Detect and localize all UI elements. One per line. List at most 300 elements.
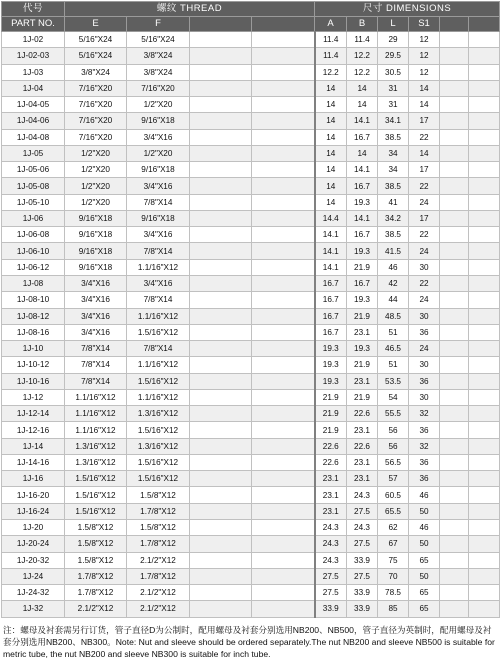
blank-cell xyxy=(252,275,315,291)
blank-cell xyxy=(190,519,252,535)
thread-f-cell: 1.3/16"X12 xyxy=(127,406,190,422)
dim-s1-cell: 36 xyxy=(409,324,440,340)
dim-s1-cell: 50 xyxy=(409,503,440,519)
dim-s1-cell: 12 xyxy=(409,32,440,48)
dim-b-cell: 27.5 xyxy=(347,536,378,552)
blank-cell xyxy=(469,471,500,487)
col-header-blank xyxy=(469,17,500,32)
dim-b-cell: 14 xyxy=(347,80,378,96)
blank-cell xyxy=(440,210,469,226)
blank-cell xyxy=(252,80,315,96)
thread-e-cell: 3/4"X16 xyxy=(65,308,127,324)
dim-l-cell: 38.5 xyxy=(378,227,409,243)
blank-cell xyxy=(190,162,252,178)
blank-cell xyxy=(190,341,252,357)
part-no-cell: 1J-14-16 xyxy=(2,454,65,470)
dim-b-cell: 23.1 xyxy=(347,471,378,487)
blank-cell xyxy=(190,373,252,389)
table-row xyxy=(2,275,500,291)
blank-cell xyxy=(190,406,252,422)
blank-cell xyxy=(469,243,500,259)
dim-b-cell: 23.1 xyxy=(347,373,378,389)
dim-l-cell: 34 xyxy=(378,145,409,161)
thread-e-cell: 7/16"X20 xyxy=(65,97,127,113)
col-header-s1: S1 xyxy=(409,17,440,32)
dim-a-cell: 27.5 xyxy=(315,568,347,584)
col-header-l: L xyxy=(378,17,409,32)
blank-cell xyxy=(469,227,500,243)
dim-b-cell: 16.7 xyxy=(347,178,378,194)
blank-cell xyxy=(252,194,315,210)
blank-cell xyxy=(469,454,500,470)
thread-header: 螺纹 THREAD xyxy=(65,2,315,17)
blank-cell xyxy=(469,406,500,422)
table-row xyxy=(2,129,500,145)
thread-f-cell: 3/8"X24 xyxy=(127,64,190,80)
part-no-cell: 1J-05-10 xyxy=(2,194,65,210)
blank-cell xyxy=(190,178,252,194)
table-row xyxy=(2,536,500,552)
blank-cell xyxy=(190,243,252,259)
dim-s1-cell: 32 xyxy=(409,406,440,422)
dim-s1-cell: 46 xyxy=(409,487,440,503)
dim-a-cell: 12.2 xyxy=(315,64,347,80)
blank-cell xyxy=(440,97,469,113)
blank-cell xyxy=(190,210,252,226)
thread-e-cell: 1/2"X20 xyxy=(65,145,127,161)
thread-e-cell: 1.1/16"X12 xyxy=(65,422,127,438)
blank-cell xyxy=(252,454,315,470)
table-row xyxy=(2,341,500,357)
dim-s1-cell: 12 xyxy=(409,48,440,64)
dim-b-cell: 27.5 xyxy=(347,568,378,584)
dim-s1-cell: 50 xyxy=(409,568,440,584)
thread-e-cell: 3/4"X16 xyxy=(65,275,127,291)
thread-e-cell: 7/8"X14 xyxy=(65,373,127,389)
dim-a-cell: 14 xyxy=(315,194,347,210)
blank-cell xyxy=(252,422,315,438)
blank-cell xyxy=(190,32,252,48)
blank-cell xyxy=(440,601,469,617)
dim-b-cell: 24.3 xyxy=(347,519,378,535)
dim-a-cell: 19.3 xyxy=(315,357,347,373)
blank-cell xyxy=(440,64,469,80)
thread-f-cell: 1/2"X20 xyxy=(127,145,190,161)
thread-f-cell: 9/16"X18 xyxy=(127,210,190,226)
part-no-cell: 1J-32 xyxy=(2,601,65,617)
blank-cell xyxy=(469,194,500,210)
blank-cell xyxy=(469,536,500,552)
thread-f-cell: 7/8"X14 xyxy=(127,243,190,259)
dim-a-cell: 23.1 xyxy=(315,487,347,503)
table-row xyxy=(2,227,500,243)
thread-e-cell: 7/8"X14 xyxy=(65,341,127,357)
dim-s1-cell: 36 xyxy=(409,422,440,438)
thread-e-cell: 1/2"X20 xyxy=(65,194,127,210)
col-header-a: A xyxy=(315,17,347,32)
table-row xyxy=(2,487,500,503)
thread-f-cell: 1.5/16"X12 xyxy=(127,373,190,389)
table-body xyxy=(2,32,500,618)
thread-e-cell: 1.7/8"X12 xyxy=(65,568,127,584)
blank-cell xyxy=(469,162,500,178)
dim-b-cell: 19.3 xyxy=(347,292,378,308)
table-row xyxy=(2,568,500,584)
dim-l-cell: 75 xyxy=(378,552,409,568)
dim-b-cell: 14 xyxy=(347,145,378,161)
table-row xyxy=(2,519,500,535)
thread-f-cell: 5/16"X24 xyxy=(127,32,190,48)
blank-cell xyxy=(190,275,252,291)
blank-cell xyxy=(190,471,252,487)
blank-cell xyxy=(469,422,500,438)
dim-b-cell: 19.3 xyxy=(347,341,378,357)
table-row xyxy=(2,552,500,568)
dim-s1-cell: 14 xyxy=(409,97,440,113)
blank-cell xyxy=(440,552,469,568)
thread-f-cell: 3/8"X24 xyxy=(127,48,190,64)
dim-s1-cell: 65 xyxy=(409,601,440,617)
dim-s1-cell: 22 xyxy=(409,178,440,194)
dim-a-cell: 14 xyxy=(315,113,347,129)
table-row xyxy=(2,471,500,487)
dim-b-cell: 21.9 xyxy=(347,389,378,405)
dim-a-cell: 16.7 xyxy=(315,292,347,308)
part-no-cell: 1J-16-20 xyxy=(2,487,65,503)
blank-cell xyxy=(252,536,315,552)
blank-cell xyxy=(440,568,469,584)
part-no-cell: 1J-06-10 xyxy=(2,243,65,259)
thread-f-cell: 1.5/16"X12 xyxy=(127,454,190,470)
dim-l-cell: 51 xyxy=(378,324,409,340)
dim-l-cell: 38.5 xyxy=(378,178,409,194)
dim-s1-cell: 24 xyxy=(409,292,440,308)
dim-s1-cell: 17 xyxy=(409,210,440,226)
part-no-cell: 1J-04-08 xyxy=(2,129,65,145)
part-no-cell: 1J-05-08 xyxy=(2,178,65,194)
blank-cell xyxy=(190,292,252,308)
dim-a-cell: 21.9 xyxy=(315,422,347,438)
dim-b-cell: 14.1 xyxy=(347,210,378,226)
blank-cell xyxy=(252,568,315,584)
dim-b-cell: 12.2 xyxy=(347,48,378,64)
blank-cell xyxy=(252,471,315,487)
blank-cell xyxy=(252,389,315,405)
thread-f-cell: 1.1/16"X12 xyxy=(127,308,190,324)
table-row xyxy=(2,48,500,64)
table-row xyxy=(2,259,500,275)
blank-cell xyxy=(469,438,500,454)
dim-l-cell: 46 xyxy=(378,259,409,275)
dim-a-cell: 19.3 xyxy=(315,341,347,357)
dim-s1-cell: 36 xyxy=(409,373,440,389)
dim-l-cell: 62 xyxy=(378,519,409,535)
thread-f-cell: 1.5/16"X12 xyxy=(127,422,190,438)
table-row xyxy=(2,210,500,226)
dim-l-cell: 31 xyxy=(378,80,409,96)
blank-cell xyxy=(252,113,315,129)
blank-cell xyxy=(440,292,469,308)
dim-l-cell: 34 xyxy=(378,162,409,178)
thread-f-cell: 1.7/8"X12 xyxy=(127,568,190,584)
dim-a-cell: 14 xyxy=(315,129,347,145)
blank-cell xyxy=(440,162,469,178)
dim-b-cell: 33.9 xyxy=(347,585,378,601)
blank-cell xyxy=(190,552,252,568)
dim-b-cell: 16.7 xyxy=(347,129,378,145)
dim-s1-cell: 32 xyxy=(409,438,440,454)
thread-e-cell: 1.3/16"X12 xyxy=(65,438,127,454)
dim-b-cell: 16.7 xyxy=(347,227,378,243)
dim-s1-cell: 65 xyxy=(409,552,440,568)
blank-cell xyxy=(252,145,315,161)
part-no-cell: 1J-08-16 xyxy=(2,324,65,340)
blank-cell xyxy=(190,48,252,64)
dim-l-cell: 44 xyxy=(378,292,409,308)
col-header-e: E xyxy=(65,17,127,32)
dim-b-cell: 23.1 xyxy=(347,422,378,438)
blank-cell xyxy=(190,503,252,519)
blank-cell xyxy=(440,406,469,422)
thread-f-cell: 2.1/2"X12 xyxy=(127,552,190,568)
blank-cell xyxy=(190,259,252,275)
table-row xyxy=(2,454,500,470)
blank-cell xyxy=(469,552,500,568)
dim-a-cell: 24.3 xyxy=(315,552,347,568)
blank-cell xyxy=(469,341,500,357)
table-row xyxy=(2,64,500,80)
blank-cell xyxy=(190,422,252,438)
dim-b-cell: 21.9 xyxy=(347,259,378,275)
part-no-cell: 1J-06-08 xyxy=(2,227,65,243)
dim-a-cell: 16.7 xyxy=(315,308,347,324)
part-no-cell: 1J-12-16 xyxy=(2,422,65,438)
thread-e-cell: 3/8"X24 xyxy=(65,64,127,80)
thread-f-cell: 2.1/2"X12 xyxy=(127,585,190,601)
blank-cell xyxy=(252,438,315,454)
dim-s1-cell: 30 xyxy=(409,308,440,324)
blank-cell xyxy=(252,308,315,324)
part-no-cell: 1J-04 xyxy=(2,80,65,96)
table-row xyxy=(2,97,500,113)
blank-cell xyxy=(252,357,315,373)
part-no-cell: 1J-12-14 xyxy=(2,406,65,422)
table-row xyxy=(2,357,500,373)
dim-s1-cell: 36 xyxy=(409,454,440,470)
blank-cell xyxy=(469,601,500,617)
thread-f-cell: 7/8"X14 xyxy=(127,341,190,357)
dim-a-cell: 23.1 xyxy=(315,503,347,519)
thread-f-cell: 1.1/16"X12 xyxy=(127,389,190,405)
dim-b-cell: 23.1 xyxy=(347,324,378,340)
dim-l-cell: 56 xyxy=(378,422,409,438)
part-no-cell: 1J-02-03 xyxy=(2,48,65,64)
table-row xyxy=(2,243,500,259)
thread-e-cell: 1/2"X20 xyxy=(65,162,127,178)
thread-e-cell: 1.3/16"X12 xyxy=(65,454,127,470)
dim-a-cell: 23.1 xyxy=(315,471,347,487)
table-row xyxy=(2,373,500,389)
table-row xyxy=(2,601,500,617)
dim-l-cell: 30.5 xyxy=(378,64,409,80)
blank-cell xyxy=(252,227,315,243)
dim-a-cell: 21.9 xyxy=(315,389,347,405)
thread-e-cell: 7/8"X14 xyxy=(65,357,127,373)
blank-cell xyxy=(440,341,469,357)
thread-e-cell: 3/4"X16 xyxy=(65,324,127,340)
dim-b-cell: 22.6 xyxy=(347,406,378,422)
thread-e-cell: 9/16"X18 xyxy=(65,259,127,275)
thread-f-cell: 2.1/2"X12 xyxy=(127,601,190,617)
blank-cell xyxy=(190,357,252,373)
thread-e-cell: 1.5/8"X12 xyxy=(65,552,127,568)
thread-e-cell: 1/2"X20 xyxy=(65,178,127,194)
dim-l-cell: 34.2 xyxy=(378,210,409,226)
blank-cell xyxy=(252,292,315,308)
blank-cell xyxy=(252,162,315,178)
dim-a-cell: 33.9 xyxy=(315,601,347,617)
dim-s1-cell: 22 xyxy=(409,227,440,243)
dim-a-cell: 14 xyxy=(315,178,347,194)
dim-s1-cell: 14 xyxy=(409,80,440,96)
table-row xyxy=(2,145,500,161)
thread-e-cell: 7/16"X20 xyxy=(65,113,127,129)
blank-cell xyxy=(469,519,500,535)
blank-cell xyxy=(469,275,500,291)
dim-a-cell: 14.4 xyxy=(315,210,347,226)
dim-a-cell: 14 xyxy=(315,162,347,178)
dim-s1-cell: 22 xyxy=(409,129,440,145)
thread-e-cell: 2.1/2"X12 xyxy=(65,601,127,617)
blank-cell xyxy=(440,48,469,64)
blank-cell xyxy=(252,129,315,145)
part-no-cell: 1J-05-06 xyxy=(2,162,65,178)
blank-cell xyxy=(252,487,315,503)
dim-b-cell: 23.1 xyxy=(347,454,378,470)
thread-f-cell: 3/4"X16 xyxy=(127,178,190,194)
blank-cell xyxy=(440,487,469,503)
blank-cell xyxy=(469,210,500,226)
blank-cell xyxy=(440,308,469,324)
table-row xyxy=(2,438,500,454)
thread-e-cell: 1.5/16"X12 xyxy=(65,471,127,487)
part-no-cell: 1J-06-12 xyxy=(2,259,65,275)
thread-f-cell: 7/8"X14 xyxy=(127,292,190,308)
blank-cell xyxy=(440,243,469,259)
blank-cell xyxy=(252,210,315,226)
dim-s1-cell: 14 xyxy=(409,145,440,161)
dim-l-cell: 46.5 xyxy=(378,341,409,357)
dim-l-cell: 56 xyxy=(378,438,409,454)
thread-f-cell: 1.3/16"X12 xyxy=(127,438,190,454)
blank-cell xyxy=(440,536,469,552)
blank-cell xyxy=(190,80,252,96)
blank-cell xyxy=(469,145,500,161)
dim-a-cell: 11.4 xyxy=(315,32,347,48)
blank-cell xyxy=(190,438,252,454)
thread-f-cell: 1/2"X20 xyxy=(127,97,190,113)
dim-a-cell: 11.4 xyxy=(315,48,347,64)
blank-cell xyxy=(252,32,315,48)
thread-f-cell: 9/16"X18 xyxy=(127,162,190,178)
col-header-blank xyxy=(440,17,469,32)
part-no-cell: 1J-16 xyxy=(2,471,65,487)
blank-cell xyxy=(440,389,469,405)
thread-f-cell: 3/4"X16 xyxy=(127,129,190,145)
blank-cell xyxy=(440,178,469,194)
blank-cell xyxy=(440,129,469,145)
blank-cell xyxy=(190,601,252,617)
thread-e-cell: 5/16"X24 xyxy=(65,48,127,64)
dim-s1-cell: 24 xyxy=(409,341,440,357)
part-no-cell: 1J-12 xyxy=(2,389,65,405)
table-row xyxy=(2,503,500,519)
dim-l-cell: 42 xyxy=(378,275,409,291)
part-no-cell: 1J-20-32 xyxy=(2,552,65,568)
col-header-blank xyxy=(190,17,252,32)
dim-a-cell: 19.3 xyxy=(315,373,347,389)
blank-cell xyxy=(190,324,252,340)
dim-l-cell: 48.5 xyxy=(378,308,409,324)
blank-cell xyxy=(469,259,500,275)
blank-cell xyxy=(440,113,469,129)
part-no-cell: 1J-20 xyxy=(2,519,65,535)
blank-cell xyxy=(469,389,500,405)
thread-f-cell: 9/16"X18 xyxy=(127,113,190,129)
blank-cell xyxy=(469,113,500,129)
dim-l-cell: 56.5 xyxy=(378,454,409,470)
thread-e-cell: 1.5/8"X12 xyxy=(65,519,127,535)
thread-e-cell: 7/16"X20 xyxy=(65,80,127,96)
thread-e-cell: 1.5/8"X12 xyxy=(65,536,127,552)
dim-a-cell: 14 xyxy=(315,145,347,161)
blank-cell xyxy=(469,80,500,96)
thread-f-cell: 3/4"X16 xyxy=(127,227,190,243)
dim-s1-cell: 50 xyxy=(409,536,440,552)
part-no-cell: 1J-06 xyxy=(2,210,65,226)
blank-cell xyxy=(252,243,315,259)
thread-f-cell: 1.1/16"X12 xyxy=(127,259,190,275)
dim-s1-cell: 36 xyxy=(409,471,440,487)
dim-a-cell: 14 xyxy=(315,97,347,113)
dim-s1-cell: 17 xyxy=(409,162,440,178)
thread-f-cell: 1.5/8"X12 xyxy=(127,519,190,535)
part-no-cell: 1J-14 xyxy=(2,438,65,454)
dim-b-cell: 16.7 xyxy=(347,275,378,291)
thread-e-cell: 3/4"X16 xyxy=(65,292,127,308)
part-no-cell: 1J-05 xyxy=(2,145,65,161)
blank-cell xyxy=(469,487,500,503)
dim-b-cell: 22.6 xyxy=(347,438,378,454)
dim-s1-cell: 17 xyxy=(409,113,440,129)
blank-cell xyxy=(252,324,315,340)
blank-cell xyxy=(190,454,252,470)
blank-cell xyxy=(469,48,500,64)
blank-cell xyxy=(190,194,252,210)
dim-b-cell: 19.3 xyxy=(347,194,378,210)
blank-cell xyxy=(440,503,469,519)
dim-s1-cell: 46 xyxy=(409,519,440,535)
thread-e-cell: 9/16"X18 xyxy=(65,227,127,243)
table-row xyxy=(2,585,500,601)
thread-e-cell: 1.7/8"X12 xyxy=(65,585,127,601)
dim-l-cell: 65.5 xyxy=(378,503,409,519)
blank-cell xyxy=(190,308,252,324)
table-row xyxy=(2,113,500,129)
dim-s1-cell: 30 xyxy=(409,259,440,275)
blank-cell xyxy=(469,568,500,584)
blank-cell xyxy=(469,178,500,194)
